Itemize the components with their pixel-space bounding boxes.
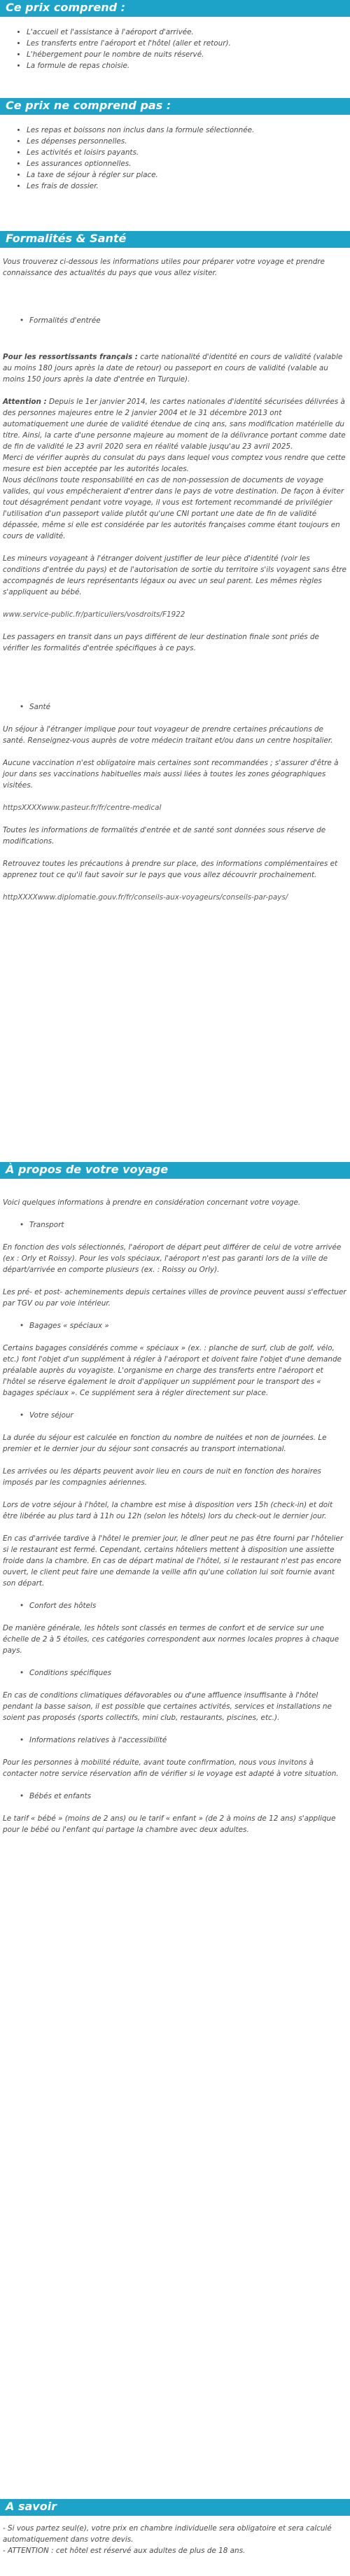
- list-item: • La formule de repas choisie.: [27, 60, 350, 71]
- entry-lead: Pour les ressortissants français :: [3, 353, 138, 361]
- baby-paragraph: Le tarif « bébé » (moins de 2 ans) ou le tarif « enfant » (de 2 à moins de 12 ans) s'applique pour le bébé ou l'enfant qui partage la chambre avec deux adultes.: [3, 1814, 336, 1834]
- section-header-about: À propos de votre voyage: [0, 1162, 350, 1179]
- note-line-1: - Si vous partez seul(e), votre prix en chambre individuelle sera obligatoire et sera calculé automatiquement dans votre devis.: [3, 2524, 332, 2544]
- section-header-price-includes: Ce prix comprend :: [0, 0, 350, 17]
- note-line-2: - ATTENTION : cet hôtel est réservé aux adultes de plus de 18 ans.: [3, 2547, 246, 2555]
- price-excludes-list: [0, 125, 350, 192]
- conditions-paragraph: En cas de conditions climatiques défavorables ou d'une affluence insuffisante à l'hôtel pendant la basse saison, il est possible que certaines activités, services et installations ne soient pas proposés (sports collectifs, mini club, restaurants, piscines, etc.).: [3, 1691, 332, 1722]
- accessibility-paragraph: Pour les personnes à mobilité réduite, avant toute confirmation, nous vous invitons à contacter notre service réservation afin de vérifier si le voyage est adapté à votre situation.: [3, 1758, 339, 1778]
- list-item: • Les transferts entre l'aéroport et l'hôtel (aller et retour).: [27, 38, 350, 49]
- about-intro: Voici quelques informations à prendre en considération concernant votre voyage.: [3, 1198, 301, 1207]
- list-item: • L'hébergement pour le nombre de nuits réservé.: [27, 49, 350, 60]
- section-header-price-excludes: Ce prix ne comprend pas :: [0, 98, 350, 115]
- health-paragraph-4: Retrouvez toutes les précautions à prendre sur place, des informations complémentaires et apprenez tout ce qu'il faut savoir sur le pays que vous allez découvrir prochainement.: [3, 860, 338, 879]
- list-item: • La taxe de séjour à régler sur place.: [27, 169, 350, 181]
- list-item: • L'accueil et l'assistance à l'aéroport d'arrivée.: [27, 27, 350, 38]
- transport-paragraph-2: Les pré- et post- acheminements depuis certaines villes de province peuvent aussi s'effectuer par TGV ou par voie intérieur.: [3, 1288, 346, 1308]
- comfort-paragraph: De manière générale, les hôtels sont classés en termes de confort et de service sur une échelle de 2 à 5 étoiles, ces catégories correspondent aux normes locales propres à chaque pays.: [3, 1624, 340, 1655]
- formalities-intro: Vous trouverez ci-dessous les informations utiles pour préparer votre voyage et prendre connaissance des actualités du pays que vous allez visiter.: [3, 258, 325, 277]
- advice-paragraph: Nous déclinons toute responsabilité en cas de non-possession de documents de voyage valides, qui vous empêcheraient d'entrer dans le pays de votre destination. De façon à éviter tout désagrément pendant votre voyage, il vous est fortement recommandé de privilégier l'utilisation d'un passeport valide plutôt qu'une CNI portant une date de fin de validité dépassée, même si elle est considérée par les autorités françaises comme étant toujours en cours de validité.: [3, 476, 344, 540]
- baggage-paragraph: Certains bagages considérés comme « spéciaux » (ex. : planche de surf, club de golf, vélo, etc.) font l'objet d'un supplément à régler à l'aéroport et doivent faire l'objet d'une demande préalable auprès du voyagiste. L'organisme en charge des transferts entre l'aéroport et l'hôtel se réserve également le droit d'appliquer un supplément pour le transport des « bagages spéciaux ». Ce supplément sera à régler directement sur place.: [3, 1344, 342, 1397]
- list-item: • Les assurances optionnelles.: [27, 158, 350, 169]
- entry-paragraph: [3, 351, 347, 385]
- stay-paragraph-3: Lors de votre séjour à l'hôtel, la chambre est mise à disposition vers 15h (check-in) et doit être libérée au plus tard à 11h ou 12h (selon les hôtels) lors du check-out le dernier jour.: [3, 1501, 333, 1520]
- conditions-label: • Conditions spécifiques: [3, 1667, 347, 1679]
- transport-paragraph-1: En fonction des vols sélectionnés, l'aéroport de départ peut différer de celui de votre arrivée (ex : Orly et Roissy). Pour les vols spéciaux, l'aéroport n'est pas garanti lors de la ville de départ/arrivée en comporte plusieurs (ex. : Roissy ou Orly).: [3, 1243, 342, 1274]
- baby-label: • Bébés et enfants: [3, 1791, 347, 1802]
- health-label: • Santé: [3, 701, 347, 713]
- list-item: • Les repas et boissons non inclus dans la formule sélectionnée.: [27, 125, 350, 136]
- accessibility-label: • Informations relatives à l'accessibilité: [3, 1735, 347, 1746]
- stay-paragraph-1: La durée du séjour est calculée en fonction du nombre de nuitées et non de journées. Le premier et le dernier jour du séjour sont consacrés au transport international.: [3, 1434, 327, 1453]
- minors-paragraph: Les mineurs voyageant à l'étranger doivent justifier de leur pièce d'identité (voir les conditions d'entrée du pays) et de l'autorisation de sortie du territoire s'ils voyagent sans être accompagnés de leurs représentants légaux ou avec un seul parent. Les mêmes règles s'appliquent au bébé.: [3, 554, 346, 596]
- stay-label: • Votre séjour: [3, 1410, 347, 1421]
- health-paragraph-3: Toutes les informations de formalités d'entrée et de santé sont données sous réserve de modifications.: [3, 826, 326, 846]
- list-item: • Les dépenses personnelles.: [27, 136, 350, 147]
- attention-rest: Depuis le 1er janvier 2014, les cartes nationales d'identité sécurisées délivrées à des personnes majeures entre le 2 janvier 2004 et le 31 décembre 2013 ont automatiquement une durée de validité étendue de cinq ans, sans modification matérielle du titre. Ainsi, la carte d'une personne majeure au moment de la délivrance portant comme date de fin de validité le 23 avril 2020 sera en réalité valable jusqu'au 23 avril 2025.: [3, 398, 346, 451]
- service-public-link[interactable]: www.service-public.fr/particuliers/vosdroits/F1922: [3, 610, 186, 619]
- list-item: • Les activités et loisirs payants.: [27, 147, 350, 158]
- baggage-label: • Bagages « spéciaux »: [3, 1320, 347, 1331]
- stay-paragraph-2: Les arrivées ou les départs peuvent avoir lieu en cours de nuit en fonction des horaires imposés par les compagnies aériennes.: [3, 1467, 321, 1487]
- entry-rest: carte nationalité d'identité en cours de validité (valable au moins 180 jours après la date de retour) ou passeport en cours de validité (valable au moins 150 jours après la date d'entrée en Turquie).: [3, 353, 343, 384]
- attention-paragraph: [3, 396, 347, 452]
- comfort-label: • Confort des hôtels: [3, 1600, 347, 1611]
- section-header-note: A savoir: [0, 2499, 350, 2516]
- stay-paragraph-4: En cas d'arrivée tardive à l'hôtel le premier jour, le dîner peut ne pas être fourni par l'hôtelier si le restaurant est fermé. Cependant, certains hôteliers mettent à disposition une assiette froide dans la chambre. En cas de départ matinal de l'hôtel, si le restaurant n'est pas encore ouvert, le client peut faire une demande la veille afin qu'une collation lui soit fournie avant son départ.: [3, 1534, 344, 1588]
- entry-formalities-label: • Formalités d'entrée: [3, 315, 347, 326]
- health-paragraph-1: Un séjour à l'étranger implique pour tout voyageur de prendre certaines précautions de santé. Renseignez-vous auprès de votre médecin traitant et/ou dans un centre hospitalier.: [3, 725, 333, 745]
- health-paragraph-2: Aucune vaccination n'est obligatoire mais certaines sont recommandées ; s'assurer d'être à jour dans ses vaccinations habituelles mais aussi liées à toutes les zones géographiques visitées.: [3, 759, 339, 790]
- thanks-paragraph: Merci de vérifier auprès du consulat du pays dans lequel vous comptez vous rendre que cette mesure est bien acceptée par les autorités locales.: [3, 454, 346, 473]
- diplomatie-link[interactable]: httpXXXXwww.diplomatie.gouv.fr/fr/conseils-aux-voyageurs/conseils-par-pays/: [3, 893, 288, 902]
- transport-label: • Transport: [3, 1219, 347, 1231]
- price-includes-list: [0, 27, 350, 71]
- transit-paragraph: Les passagers en transit dans un pays différent de leur destination finale sont priés de vérifier les formalités d'entrée spécifiques à ce pays.: [3, 633, 319, 652]
- attention-lead: Attention :: [3, 398, 47, 406]
- list-item: • Les frais de dossier.: [27, 181, 350, 192]
- pasteur-link[interactable]: httpsXXXXwww.pasteur.fr/fr/centre-medical: [3, 804, 162, 812]
- section-header-formalities: Formalités & Santé: [0, 231, 350, 248]
